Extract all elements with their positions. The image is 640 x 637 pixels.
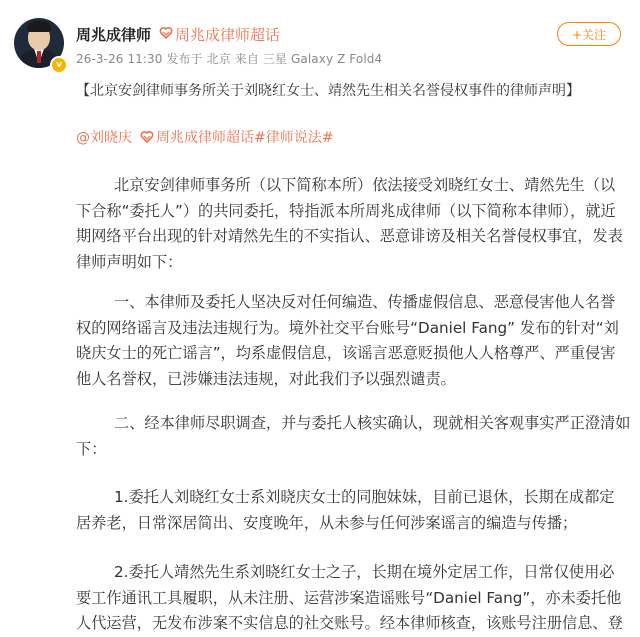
post-meta [76,50,382,67]
post-source: 发布于 北京 来自 三星 Galaxy Z Fold4 [166,52,383,66]
hashtag-link[interactable]: #律师说法# [254,130,334,146]
paragraph-point-1: 一、本律师及委托人坚决反对任何编造、传播虚假信息、恶意侵害他人名誉 权的网络谣言及违法违规行为。境外社交平台账号“Daniel Fang” 发布的针对“刘 晓庆女士的死亡谣言”，均系虚假信息，该谣言恶意贬损他人人格尊严、严重侵害 他人名誉权，已涉嫌违法违规，对此我们予以强烈谴责。 [76,293,619,388]
post-title: 【北京安剑律师事务所关于刘晓红女士、靖然先生相关名誉侵权事件的律师声明】 [76,83,580,99]
timestamp[interactable]: 26-3-26 11:30 [76,52,163,66]
post-header [0,0,640,78]
super-topic-heart-icon [159,26,173,40]
verified-badge-icon: v [50,56,68,74]
super-topic-heart-icon [140,130,154,144]
mentions-line [76,127,333,147]
paragraph-item-1: 1.委托人刘晓红女士系刘晓庆女士的同胞妹妹，目前已退休，长期在成都定 居养老，日常深居简出、安度晚年，从未参与任何涉案谣言的编造与传播； [76,488,615,532]
paragraph-item-2: 2.委托人靖然先生系刘晓红女士之子，长期在境外定居工作，日常仅使用必 要工作通讯工具履职，从未注册、运营涉案造谣账号“Daniel Fang”，亦未委托他 人代运营，无发布涉案不实信息的社交账号。经本律师核查，该账号注册信息、登 [76,563,623,633]
super-topic-link[interactable]: 周兆成律师超话 [175,26,281,44]
paragraph-point-2: 二、经本律师尽职调查，并与委托人核实确认，现就相关客观事实严正澄清如 下： [76,414,631,458]
paragraph-intro: 北京安剑律师事务所（以下简称本所）依法接受刘晓红女士、靖然先生（以 下合称“委托人”）的共同委托，特指派本所周兆成律师（以下简称本律师），就近 期网络平台出现的针对靖然先生的不实指认、恶意诽谤及相关名誉侵权事宜，发表 律师声明如下： [76,176,623,271]
super-topic-link[interactable]: 周兆成律师超话 [156,130,254,146]
user-mention[interactable]: @刘晓庆 [76,130,132,146]
author-name[interactable]: 周兆成律师 [76,26,152,44]
follow-button[interactable]: +关注 [557,22,621,46]
